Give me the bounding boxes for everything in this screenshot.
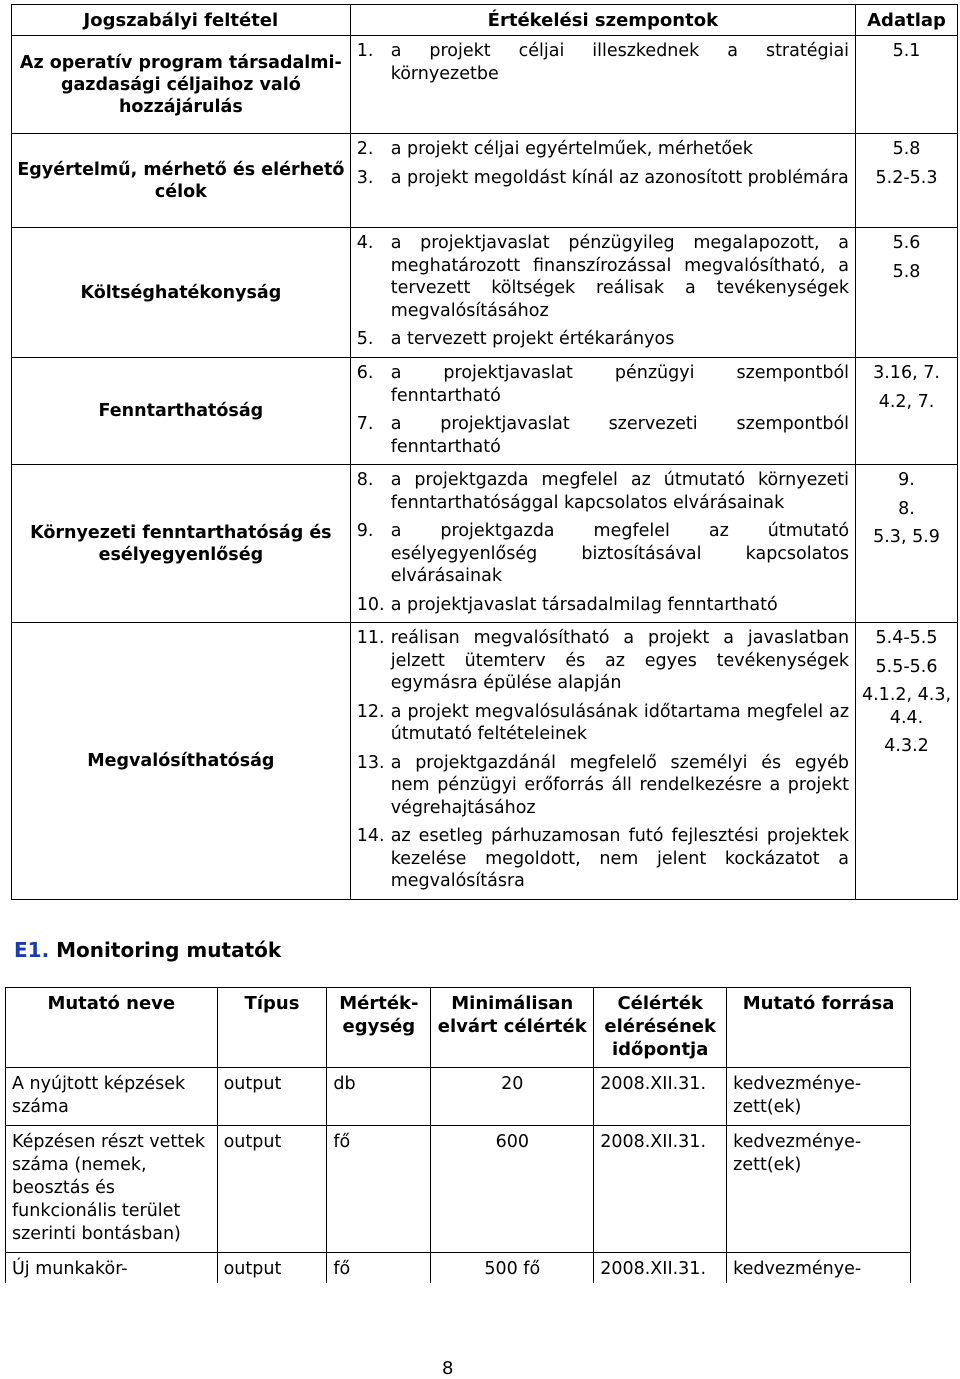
aspect-text: az esetleg párhuzamosan futó fejlesztési projektek kezelése megoldott, nem jelent kockázatot a megvalósításra bbox=[390, 826, 850, 891]
unit-cell: db bbox=[327, 1068, 431, 1126]
aspect-item bbox=[357, 328, 849, 351]
aspect-text: a projektjavaslat szervezeti szempontból fenntartható bbox=[390, 414, 850, 457]
aspect-item bbox=[357, 167, 849, 190]
header-unit: Mérték-egység bbox=[327, 988, 431, 1068]
aspect-text: a projektgazda megfelel az útmutató környezeti fenntarthatósággal kapcsolatos elvárásainak bbox=[390, 470, 850, 513]
source-cell: kedvezménye-zett(ek) bbox=[727, 1126, 911, 1253]
aspect-text: a projektgazda megfelel az útmutató esélyegyenlőség biztosításával kapcsolatos elvárásainak bbox=[390, 521, 850, 586]
header-min-target: Minimálisan elvárt célérték bbox=[431, 988, 594, 1068]
aspect-item bbox=[357, 520, 849, 588]
aspect-item bbox=[357, 362, 849, 407]
aspect-text: a projektgazdánál megfelelő személyi és egyéb nem pénzügyi erőforrás áll rendelkezésre a projekt végrehajtásához bbox=[390, 752, 850, 818]
aspect-number: 7. bbox=[356, 414, 374, 434]
indicator-name-cell: Új munkakör- bbox=[6, 1253, 218, 1284]
monitoring-indicators-table bbox=[5, 987, 911, 1283]
header-evaluation-aspects: Értékelési szempontok bbox=[350, 5, 855, 36]
aspect-number: 13. bbox=[356, 752, 385, 773]
aspects-cell bbox=[350, 36, 855, 134]
aspect-text: a projektjavaslat pénzügyi szempontból fenntartható bbox=[390, 363, 850, 406]
indicator-row bbox=[6, 1126, 911, 1253]
aspect-number: 5. bbox=[356, 329, 374, 349]
aspect-text: a projekt céljai illeszkednek a stratégiai környezetbe bbox=[390, 41, 850, 84]
criterion-cell: Fenntarthatóság bbox=[12, 358, 351, 465]
datasheet-ref: 4.3.2 bbox=[884, 736, 929, 756]
aspect-number: 4. bbox=[356, 233, 374, 253]
min-target-cell: 20 bbox=[431, 1068, 594, 1126]
section-title: Monitoring mutatók bbox=[56, 938, 282, 962]
datasheet-ref: 5.1 bbox=[892, 41, 921, 61]
criteria-row bbox=[12, 623, 958, 900]
type-cell: output bbox=[217, 1068, 327, 1126]
criteria-row bbox=[12, 358, 958, 465]
evaluation-criteria-table bbox=[11, 4, 958, 900]
aspect-number: 1. bbox=[356, 41, 374, 61]
indicator-row bbox=[6, 1068, 911, 1126]
aspects-cell bbox=[350, 358, 855, 465]
criterion-cell: Költséghatékonyság bbox=[12, 228, 351, 358]
aspect-text: a tervezett projekt értékarányos bbox=[390, 329, 675, 349]
criteria-row bbox=[12, 134, 958, 228]
criterion-cell: Környezeti fenntarthatóság és esélyegyenlőség bbox=[12, 465, 351, 623]
datasheet-ref: 4.2, 7. bbox=[878, 391, 935, 412]
datasheet-ref-cell bbox=[856, 623, 958, 900]
datasheet-ref-cell bbox=[856, 358, 958, 465]
aspect-text: a projekt céljai egyértelműek, mérhetőek bbox=[390, 139, 753, 159]
aspect-number: 9. bbox=[356, 521, 374, 541]
datasheet-ref: 5.4-5.5 bbox=[875, 628, 938, 648]
min-target-cell: 600 bbox=[431, 1126, 594, 1253]
source-cell: kedvezménye-zett(ek) bbox=[727, 1068, 911, 1126]
aspect-number: 11. bbox=[356, 628, 385, 648]
aspect-number: 14. bbox=[356, 826, 385, 846]
aspect-text: a projekt megoldást kínál az azonosított problémára bbox=[390, 167, 849, 188]
aspect-number: 8. bbox=[356, 470, 374, 490]
datasheet-ref-cell bbox=[856, 465, 958, 623]
aspect-item bbox=[357, 825, 849, 893]
type-cell: output bbox=[217, 1126, 327, 1253]
section-number: E1. bbox=[14, 938, 50, 962]
aspect-text: a projekt megvalósulásának időtartama megfelel az útmutató feltételeinek bbox=[390, 701, 850, 744]
aspect-item bbox=[357, 627, 849, 695]
datasheet-ref: 5.8 bbox=[892, 261, 921, 282]
aspect-number: 3. bbox=[356, 167, 374, 188]
indicator-name-cell: A nyújtott képzések száma bbox=[6, 1068, 218, 1126]
target-date-cell: 2008.XII.31. bbox=[594, 1068, 727, 1126]
aspect-item bbox=[357, 752, 849, 820]
datasheet-ref: 9. bbox=[898, 470, 915, 490]
criteria-row bbox=[12, 465, 958, 623]
target-date-cell: 2008.XII.31. bbox=[594, 1253, 727, 1284]
datasheet-ref: 5.5-5.6 bbox=[875, 656, 938, 677]
datasheet-ref: 5.6 bbox=[892, 233, 921, 253]
aspects-cell bbox=[350, 465, 855, 623]
table1-header-row bbox=[12, 5, 958, 36]
header-indicator-name: Mutató neve bbox=[6, 988, 218, 1068]
datasheet-ref: 5.8 bbox=[892, 139, 921, 159]
aspects-cell bbox=[350, 228, 855, 358]
aspects-cell bbox=[350, 134, 855, 228]
aspect-item bbox=[357, 469, 849, 514]
aspect-item bbox=[357, 413, 849, 458]
header-source: Mutató forrása bbox=[727, 988, 911, 1068]
page-number: 8 bbox=[442, 1358, 454, 1379]
criterion-cell: Az operatív program társadalmi-gazdasági céljaihoz való hozzájárulás bbox=[12, 36, 351, 134]
indicator-row bbox=[6, 1253, 911, 1284]
target-date-cell: 2008.XII.31. bbox=[594, 1126, 727, 1253]
criteria-row bbox=[12, 228, 958, 358]
indicator-name-cell: Képzésen részt vettek száma (nemek, beosztás és funkcionális terület szerinti bontásban) bbox=[6, 1126, 218, 1253]
datasheet-ref-cell bbox=[856, 134, 958, 228]
type-cell: output bbox=[217, 1253, 327, 1284]
header-target-date: Célérték elérésének időpontja bbox=[594, 988, 727, 1068]
header-datasheet: Adatlap bbox=[856, 5, 958, 36]
aspect-text: a projektjavaslat társadalmilag fenntartható bbox=[390, 594, 778, 615]
datasheet-ref-cell bbox=[856, 228, 958, 358]
header-legal-condition: Jogszabályi feltétel bbox=[12, 5, 351, 36]
datasheet-ref: 5.2-5.3 bbox=[875, 167, 938, 188]
aspect-text: reálisan megvalósítható a projekt a javaslatban jelzett ütemterv és az egyes tevékenységek egymásra épülése alapján bbox=[390, 628, 850, 693]
aspect-item bbox=[357, 40, 849, 85]
datasheet-ref: 8. bbox=[898, 498, 915, 519]
datasheet-ref: 4.1.2, 4.3, 4.4. bbox=[861, 685, 952, 728]
aspect-item bbox=[357, 594, 849, 617]
datasheet-ref-cell bbox=[856, 36, 958, 134]
source-cell: kedvezménye- bbox=[727, 1253, 911, 1284]
header-type: Típus bbox=[217, 988, 327, 1068]
aspect-text: a projektjavaslat pénzügyileg megalapozott, a meghatározott finanszírozással megvalósítható, a tervezett költségek reálisak a tevékenységek megvalósításához bbox=[390, 233, 850, 321]
criteria-row bbox=[12, 36, 958, 134]
datasheet-ref: 3.16, 7. bbox=[873, 363, 940, 383]
aspects-cell bbox=[350, 623, 855, 900]
aspect-item bbox=[357, 701, 849, 746]
aspect-number: 10. bbox=[356, 594, 385, 615]
unit-cell: fő bbox=[327, 1126, 431, 1253]
criterion-cell: Megvalósíthatóság bbox=[12, 623, 351, 900]
aspect-number: 12. bbox=[356, 701, 385, 722]
aspect-number: 2. bbox=[356, 139, 374, 159]
aspect-item bbox=[357, 138, 849, 161]
table2-header-row bbox=[6, 988, 911, 1068]
aspect-item bbox=[357, 232, 849, 322]
section-heading bbox=[14, 938, 281, 962]
criterion-cell: Egyértelmű, mérhető és elérhető célok bbox=[12, 134, 351, 228]
min-target-cell: 500 fő bbox=[431, 1253, 594, 1284]
datasheet-ref: 5.3, 5.9 bbox=[873, 527, 940, 547]
aspect-number: 6. bbox=[356, 363, 374, 383]
unit-cell: fő bbox=[327, 1253, 431, 1284]
